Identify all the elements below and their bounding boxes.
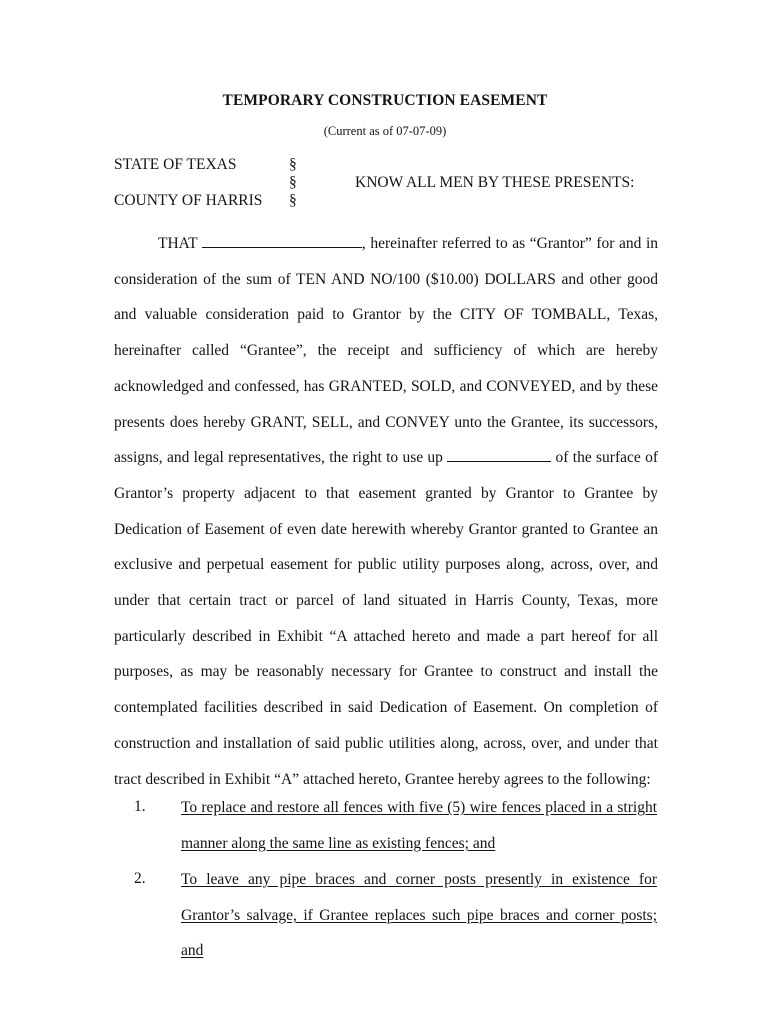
venue-county: COUNTY OF HARRIS [114, 192, 263, 209]
list-item-text: To leave any pipe braces and corner posts presently in existence for Grantor’s salvage, if Grantee replaces such pipe braces and corner posts; and [181, 871, 657, 960]
document-subtitle: (Current as of 07-07-09) [323, 124, 447, 138]
grantor-name-blank [202, 234, 362, 248]
know-all-men-heading: KNOW ALL MEN BY THESE PRESENTS: [355, 174, 635, 191]
easement-body-paragraph [114, 226, 658, 797]
venue-state: STATE OF TEXAS [114, 156, 237, 173]
body-part-2: of the surface of Grantor’s property adjacent to that easement granted by Grantor to Grantee by Dedication of Easement of even date herewith whereby Grantor granted to Grantee an exclusive and perpetual easement for public utility purposes along, across, over, and under that certain tract or parcel of land situated in Harris County, Texas, more particularly described in Exhibit “A attached hereto and made a part hereof for all purposes, as may be reasonably necessary for Grantee to construct and install the contemplated facilities described in said Dedication of Easement. On completion of construction and installation of said public utilities along, across, over, and under that tract described in Exhibit “A” attached hereto, Grantee hereby agrees to the following: [114, 449, 658, 788]
section-mark-3: § [289, 192, 297, 209]
body-part-1: , hereinafter referred to as “Grantor” for and in consideration of the sum of TEN AND NO/100 ($10.00) DOLLARS and other good and valuable consideration paid to Grantor by the CITY OF TOMBALL, Texas, hereinafter called “Grantee”, the receipt and sufficiency of which are hereby acknowledged and confessed, has GRANTED, SOLD, and CONVEYED, and by these presents does hereby GRANT, SELL, and CONVEY unto the Grantee, its successors, assigns, and legal representatives, the right to use up [114, 235, 658, 467]
section-mark-2: § [289, 174, 297, 191]
section-mark-1: § [289, 156, 297, 173]
list-item-number: 2. [134, 870, 146, 887]
list-item-text: To replace and restore all fences with five (5) wire fences placed in a stright manner along the same line as existing fences; and [181, 799, 657, 852]
that-word: THAT [158, 235, 198, 252]
surface-area-blank [447, 448, 551, 462]
document-title: TEMPORARY CONSTRUCTION EASEMENT [222, 92, 548, 109]
list-item-number: 1. [134, 798, 146, 815]
